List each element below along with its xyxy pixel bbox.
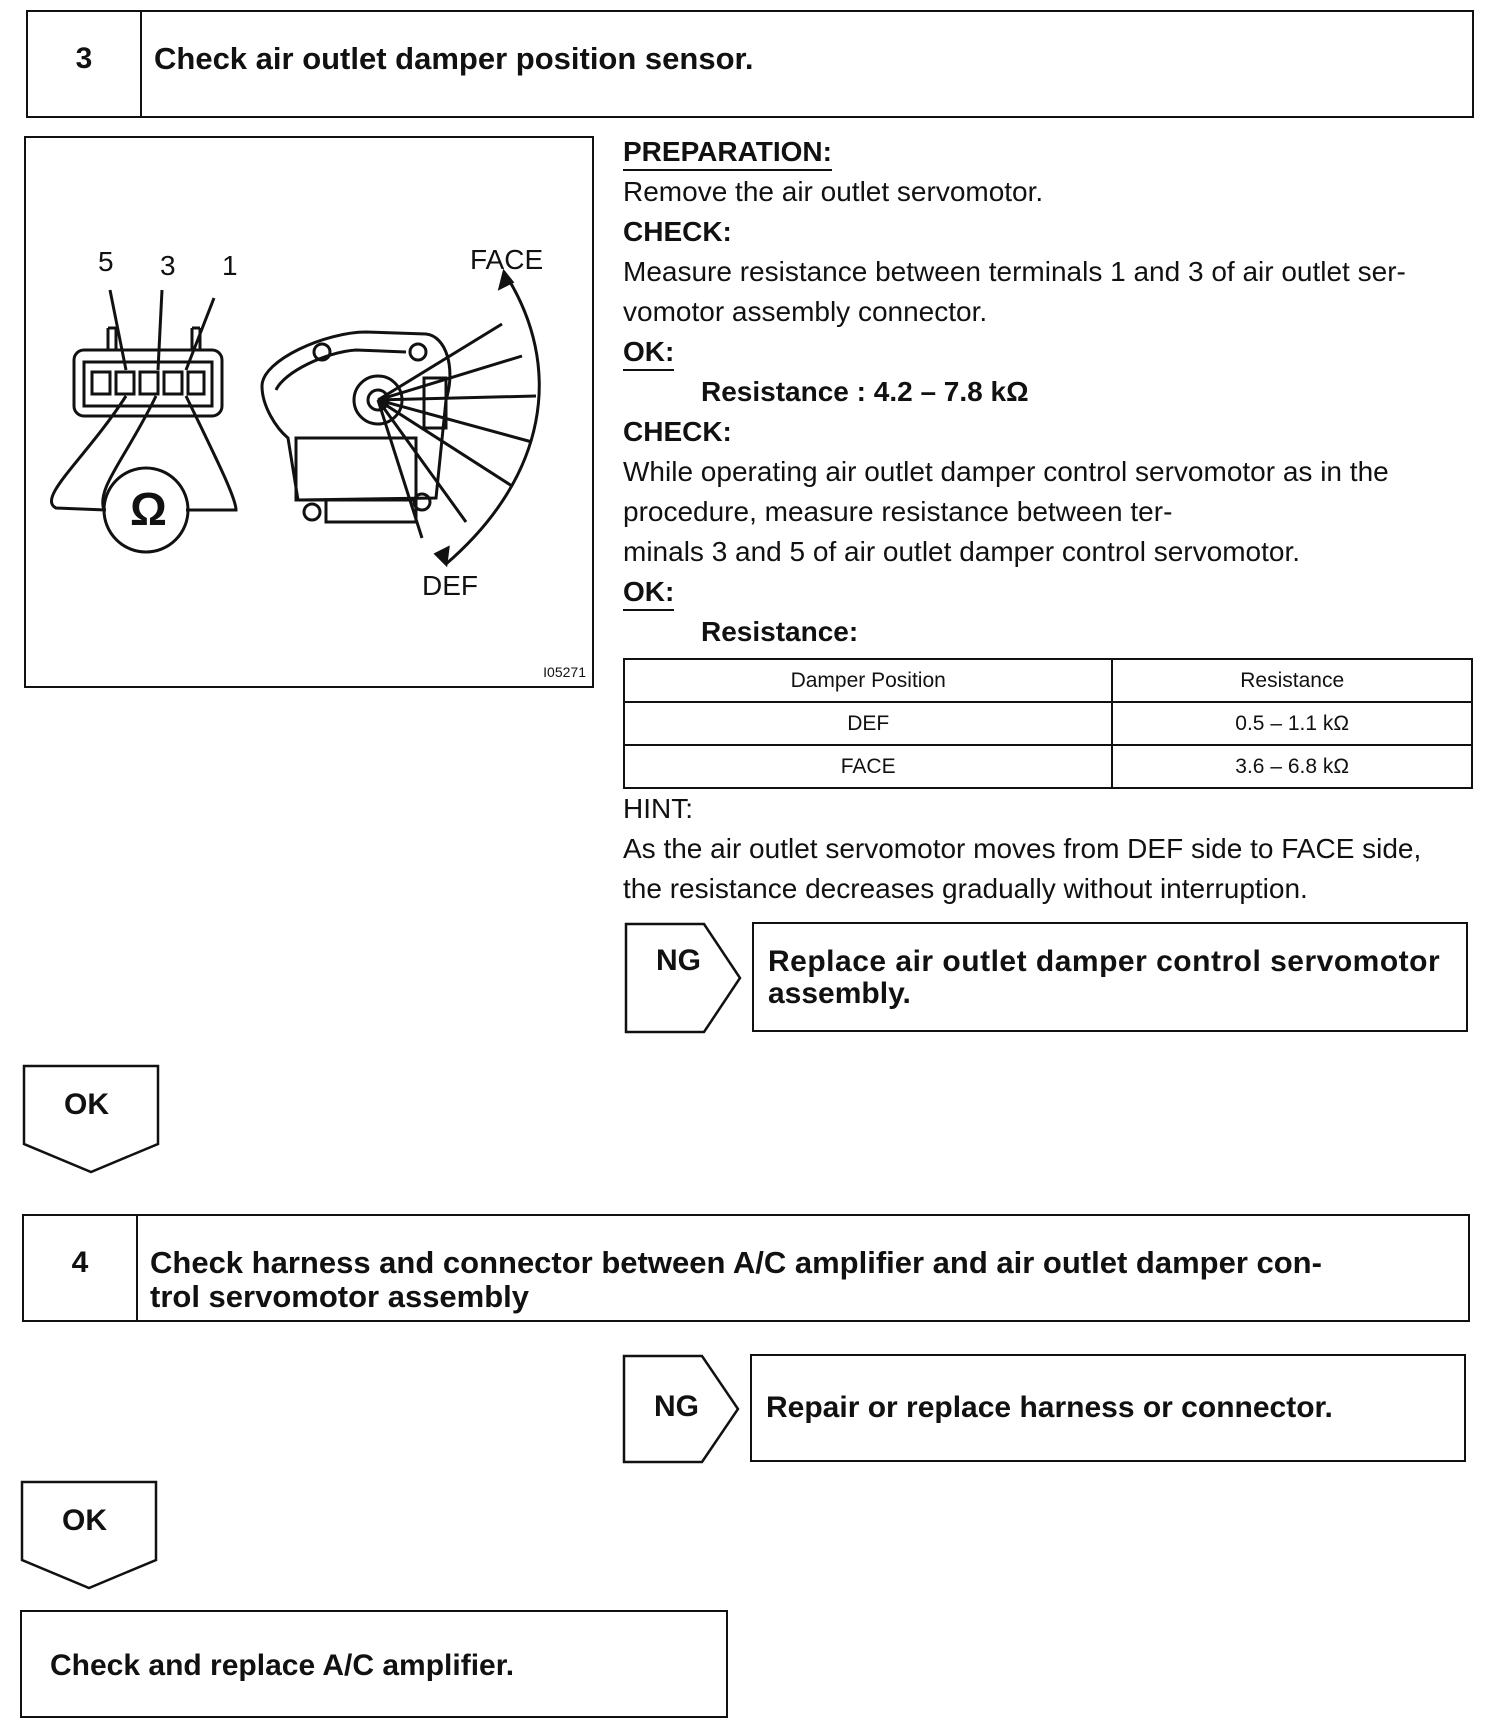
table-row — [624, 745, 1472, 788]
check-text-2a: While operating air outlet damper control servomotor as in the — [623, 456, 1389, 487]
hint-heading: HINT: — [623, 793, 693, 824]
def-label: DEF — [422, 570, 478, 601]
face-label: FACE — [470, 244, 544, 275]
ok-label-1: OK — [64, 1088, 109, 1121]
table-header: Resistance — [1112, 659, 1472, 702]
preparation-heading: PREPARATION: — [623, 135, 832, 171]
servomotor-diagram — [26, 138, 592, 686]
ng-action-2: Repair or replace harness or connector. — [766, 1391, 1333, 1424]
ok-spec-1: Resistance : 4.2 – 7.8 kΩ — [701, 376, 1029, 407]
table-cell: DEF — [624, 702, 1112, 745]
terminal-label-3: 3 — [160, 250, 176, 281]
procedure-text — [623, 132, 1473, 909]
terminal-label-1: 1 — [222, 250, 238, 281]
ohm-icon: Ω — [130, 483, 167, 535]
step-title: Check air outlet damper position sensor. — [154, 41, 754, 76]
ok-heading-2: OK: — [623, 575, 674, 611]
ng-action-box-2 — [750, 1354, 1466, 1462]
step-title-line1: Check harness and connector between A/C amplifier and air outlet damper con- — [150, 1245, 1322, 1280]
ok-spec-2: Resistance: — [701, 616, 859, 647]
step-title-line2: trol servomotor assembly — [150, 1279, 530, 1314]
table-header-row — [624, 659, 1472, 702]
step-title — [138, 1216, 1468, 1320]
table-cell: 3.6 – 6.8 kΩ — [1112, 745, 1472, 788]
figure-code: I05271 — [543, 664, 586, 680]
check-text-1a: Measure resistance between terminals 1 and 3 of air outlet ser- — [623, 256, 1406, 287]
ng-action-1b: assembly. — [768, 977, 911, 1010]
ng-arrow-1 — [624, 922, 744, 1034]
terminal-label-5: 5 — [98, 246, 114, 277]
check-text-2c: minals 3 and 5 of air outlet damper control servomotor. — [623, 536, 1301, 567]
ng-action-1a: Replace air outlet damper control servomotor — [768, 945, 1441, 978]
ng-action-box-1 — [752, 922, 1468, 1032]
check-text-1b: vomotor assembly connector. — [623, 296, 988, 327]
servomotor-figure — [24, 136, 594, 688]
preparation-text: Remove the air outlet servomotor. — [623, 176, 1044, 207]
step-3-header — [26, 10, 1474, 118]
hint-text-1: As the air outlet servomotor moves from DEF side to FACE side, — [623, 833, 1422, 864]
step-number: 4 — [24, 1216, 138, 1320]
ng-label-1: NG — [656, 944, 701, 977]
resistance-table — [623, 658, 1473, 789]
check-heading-2: CHECK: — [623, 416, 732, 447]
hint-text-2: the resistance decreases gradually without interruption. — [623, 873, 1308, 904]
ok-label-2: OK — [62, 1504, 107, 1537]
final-action: Check and replace A/C amplifier. — [50, 1649, 515, 1682]
final-action-box — [20, 1610, 728, 1718]
ng-label-2: NG — [654, 1390, 699, 1423]
step-4-header — [22, 1214, 1470, 1322]
check-text-2b: procedure, measure resistance between ter- — [623, 496, 1173, 527]
ok-heading-1: OK: — [623, 335, 674, 371]
table-header: Damper Position — [624, 659, 1112, 702]
table-cell: FACE — [624, 745, 1112, 788]
step-number: 3 — [28, 12, 142, 116]
check-heading-1: CHECK: — [623, 216, 732, 247]
table-cell: 0.5 – 1.1 kΩ — [1112, 702, 1472, 745]
table-row — [624, 702, 1472, 745]
